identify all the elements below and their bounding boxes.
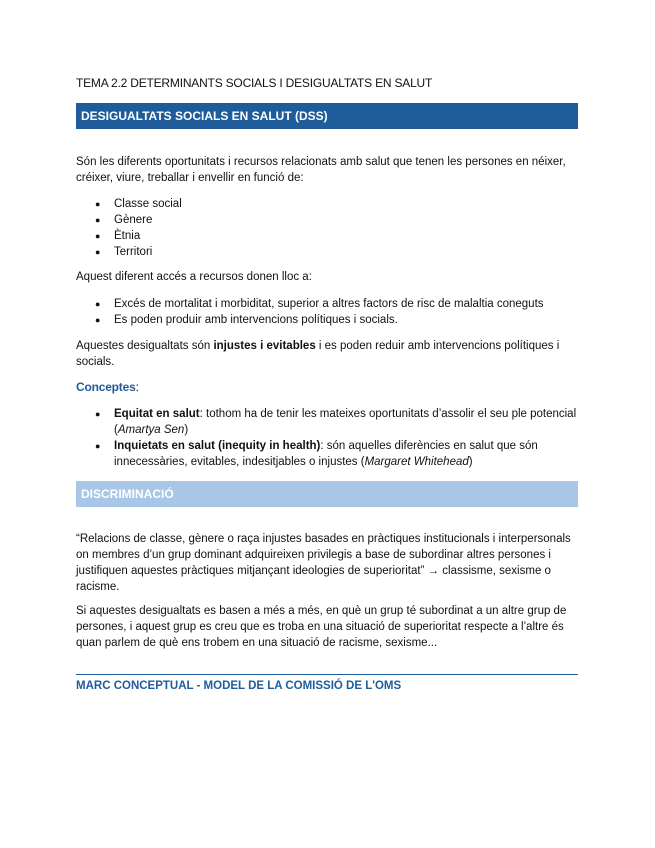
list-item: ● Ètnia: [95, 230, 141, 242]
discrimination-quote: “Relacions de classe, gènere o raça injustes basades en pràctiques institucionals i interpersonals on membres d’un grup dominant adquireixen privilegis a base de subordinar altres persones i justifiquen aquestes pràctiques mitjançant ideologies de superioritat” → classisme, sexisme o racisme.: [76, 533, 571, 593]
list-item: ● Classe social: [95, 198, 182, 210]
factors-list: [76, 196, 579, 260]
emphasis-text: injustes i evitables: [213, 340, 316, 352]
list-item: ● Excés de mortalitat i morbiditat, superior a altres factors de risc de malaltia coneguts: [95, 298, 544, 310]
injustice-paragraph: Aquestes desigualtats són injustes i evitables i es poden reduir amb intervencions polítiques i socials.: [76, 340, 560, 368]
section-banner-discriminacio: DISCRIMINACIÓ: [76, 481, 578, 507]
concepts-subheading: Conceptes:: [76, 380, 139, 394]
section-divider: [76, 674, 578, 675]
bullet-icon: ●: [95, 299, 101, 309]
list-item: ● Es poden produir amb intervencions polítiques i socials.: [95, 314, 398, 326]
discrimination-paragraph: Si aquestes desigualtats es basen a més a més, en què un grup té subordinat a un altre grup de persones, i aquest grup es creu que es troba en una situació de superioritat respecte a l’altre és quan parlem de què ens trobem en una situació de racisme, sexisme...: [76, 605, 567, 649]
bullet-icon: ●: [95, 441, 101, 451]
bullet-icon: ●: [95, 199, 101, 209]
bullet-icon: ●: [95, 231, 101, 241]
document-title: TEMA 2.2 DETERMINANTS SOCIALS I DESIGUALTATS EN SALUT: [76, 76, 433, 90]
bullet-icon: ●: [95, 315, 101, 325]
concept-term: Inquietats en salut (inequity in health): [114, 440, 321, 452]
concept-author: Amartya Sen: [117, 424, 185, 436]
bullet-icon: ●: [95, 247, 101, 257]
concepts-list: [76, 406, 579, 470]
section-banner-dss: DESIGUALTATS SOCIALS EN SALUT (DSS): [76, 103, 578, 129]
bullet-icon: ●: [95, 409, 101, 419]
list-item: ● Gènere: [95, 214, 153, 226]
dss-intro-paragraph: Són les diferents oportunitats i recursos relacionats amb salut que tenen les persones en néixer, créixer, viure, treballar i envellir en funció de:: [76, 156, 566, 184]
list-item: ● Territori: [95, 246, 153, 258]
concept-author: Margaret Whitehead: [364, 456, 469, 468]
access-intro-paragraph: Aquest diferent accés a recursos donen lloc a:: [76, 271, 312, 283]
section-heading-marc-conceptual: MARC CONCEPTUAL - MODEL DE LA COMISSIÓ DE L'OMS: [76, 680, 402, 692]
list-item: ● Equitat en salut: tothom ha de tenir les mateixes oportunitats d’assolir el seu ple potencial (Amartya Sen): [95, 408, 577, 436]
concept-term: Equitat en salut: [114, 408, 200, 420]
bullet-icon: ●: [95, 215, 101, 225]
consequences-list: [76, 296, 579, 328]
list-item: ● Inquietats en salut (inequity in health): són aquelles diferències en salut que són innecessàries, evitables, indesitjables o injustes (Margaret Whitehead): [95, 440, 538, 468]
